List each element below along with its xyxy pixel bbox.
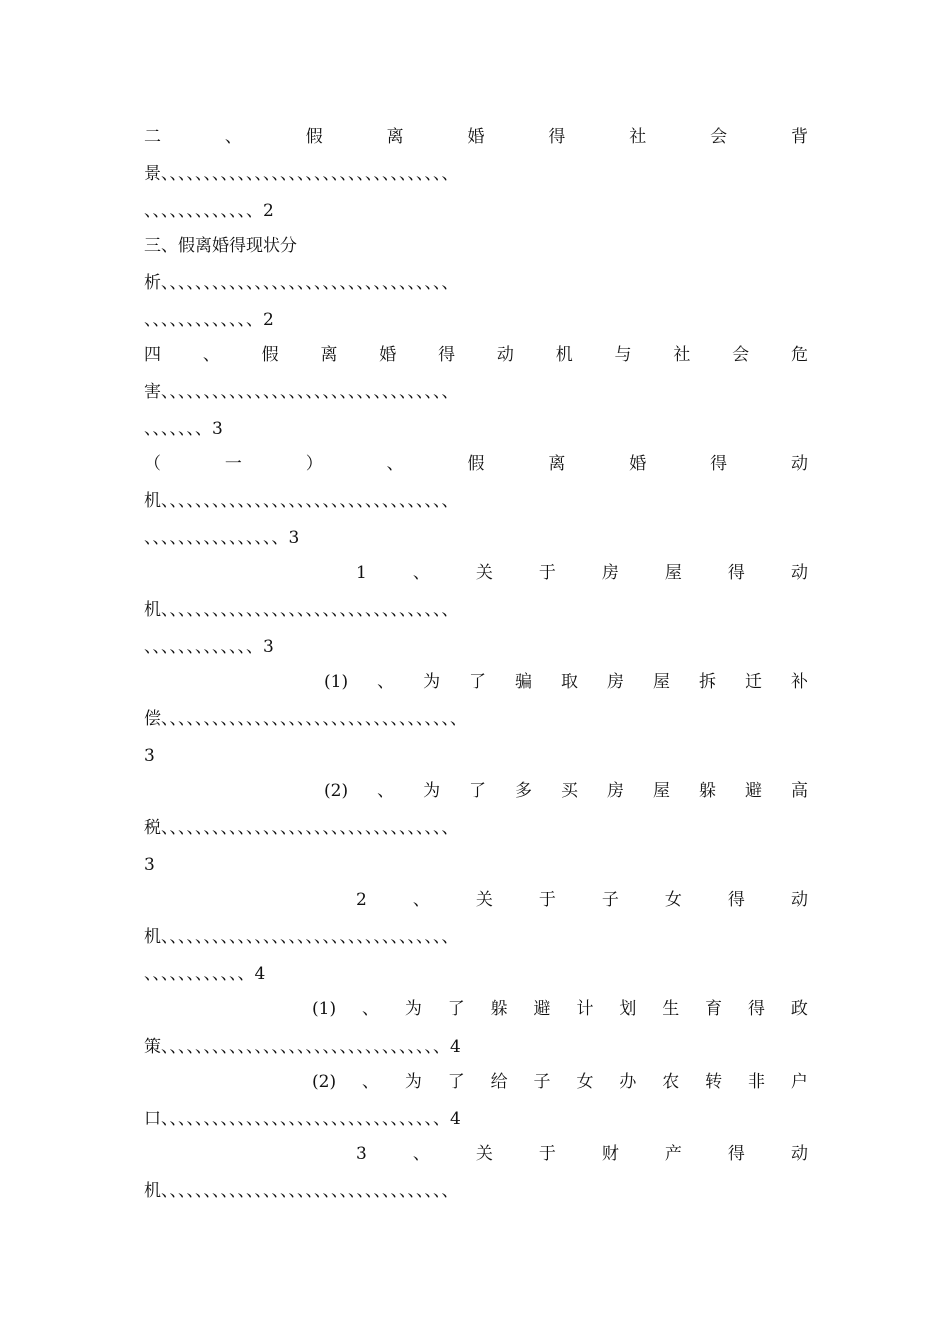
toc-char: 了	[447, 1072, 465, 1092]
toc-char: 、	[361, 999, 379, 1019]
toc-char: 育	[705, 999, 723, 1019]
toc-char: 划	[619, 999, 637, 1019]
toc-char: 生	[662, 999, 680, 1019]
toc-entry-3-heading-sub	[356, 1141, 808, 1167]
toc-char: 四	[144, 345, 161, 365]
toc-char: 取	[561, 672, 579, 692]
toc-char: 女	[664, 890, 682, 910]
toc-entry-1-2-heading	[324, 778, 808, 804]
toc-page-number-line: 3	[144, 746, 155, 766]
toc-char: 得	[748, 999, 765, 1019]
toc-char: ）	[305, 454, 323, 474]
toc-char: 房	[607, 781, 624, 801]
toc-char: 为	[404, 999, 422, 1019]
toc-char: 、	[224, 127, 242, 147]
toc-leader-dots: 税、、、、、、、、、、、、、、、、、、、、、、、、、、、、、、、、、、	[144, 818, 459, 838]
toc-leader-dots: 策、、、、、、、、、、、、、、、、、、、、、、、、、、、、、、、、、4	[144, 1037, 461, 1057]
toc-page-number-line: 、、、、、、、、、、、、、2	[144, 310, 274, 330]
toc-char: 了	[447, 999, 465, 1019]
toc-char: (1)	[324, 672, 349, 692]
toc-char: 、	[412, 1144, 430, 1164]
toc-char: 2	[356, 890, 367, 910]
toc-char: 避	[744, 781, 762, 801]
toc-char: 迁	[744, 672, 762, 692]
toc-char: 假	[305, 127, 323, 147]
toc-char: 关	[475, 1144, 493, 1164]
toc-char: 动	[791, 454, 808, 474]
toc-char: 拆	[698, 672, 716, 692]
toc-char: 3	[356, 1144, 367, 1164]
toc-char: (2)	[312, 1072, 337, 1092]
toc-char: (1)	[312, 999, 337, 1019]
toc-char: 房	[601, 563, 619, 583]
toc-leader-dots: 机、、、、、、、、、、、、、、、、、、、、、、、、、、、、、、、、、、	[144, 1181, 459, 1201]
toc-char: 得	[727, 563, 745, 583]
toc-char: 户	[790, 1072, 808, 1092]
toc-char: 假	[467, 454, 485, 474]
toc-char: 、	[361, 1072, 379, 1092]
toc-char: 躲	[698, 781, 716, 801]
toc-char: 与	[614, 345, 632, 365]
toc-char: 得	[710, 454, 728, 474]
toc-leader-dots: 析、、、、、、、、、、、、、、、、、、、、、、、、、、、、、、、、、、	[144, 273, 459, 293]
toc-char: 于	[538, 1144, 556, 1164]
toc-char: 子	[533, 1072, 551, 1092]
toc-leader-dots: 害、、、、、、、、、、、、、、、、、、、、、、、、、、、、、、、、、、	[144, 382, 459, 402]
toc-char: 、	[386, 454, 404, 474]
toc-char: 、	[377, 781, 395, 801]
toc-leader-dots: 偿、、、、、、、、、、、、、、、、、、、、、、、、、、、、、、、、、、、	[144, 709, 467, 729]
toc-char: 、	[202, 345, 220, 365]
toc-entry-3-heading: 三、假离婚得现状分	[144, 236, 297, 256]
toc-leader-dots: 机、、、、、、、、、、、、、、、、、、、、、、、、、、、、、、、、、、	[144, 600, 459, 620]
toc-page-number-line: 、、、、、、、、、、、、、2	[144, 201, 274, 221]
toc-char: 于	[538, 563, 556, 583]
toc-char: 会	[732, 345, 750, 365]
toc-char: 补	[790, 672, 808, 692]
toc-char: 避	[533, 999, 551, 1019]
toc-char: 二	[144, 127, 161, 147]
toc-char: 了	[469, 672, 487, 692]
toc-char: 得	[727, 1144, 745, 1164]
toc-char: 社	[629, 127, 647, 147]
toc-char: 子	[601, 890, 619, 910]
toc-char: 屋	[652, 781, 670, 801]
toc-char: 婚	[467, 127, 485, 147]
toc-page-number-line: 3	[144, 855, 155, 875]
toc-char: 为	[423, 672, 441, 692]
toc-char: 了	[469, 781, 487, 801]
toc-leader-dots: 机、、、、、、、、、、、、、、、、、、、、、、、、、、、、、、、、、、	[144, 927, 459, 947]
toc-char: 农	[662, 1072, 680, 1092]
toc-char: 关	[475, 890, 493, 910]
toc-char: 、	[377, 672, 395, 692]
toc-leader-dots: 机、、、、、、、、、、、、、、、、、、、、、、、、、、、、、、、、、、	[144, 491, 459, 511]
toc-char: 买	[561, 781, 579, 801]
toc-char: 动	[790, 563, 808, 583]
toc-char: 给	[490, 1072, 508, 1092]
toc-char: 假	[261, 345, 279, 365]
toc-char: 屋	[664, 563, 682, 583]
toc-entry-2-2-heading	[312, 1069, 808, 1095]
toc-entry-2-heading-sub	[356, 887, 808, 913]
toc-leader-dots: 景、、、、、、、、、、、、、、、、、、、、、、、、、、、、、、、、、、	[144, 164, 459, 184]
toc-char: 高	[790, 781, 808, 801]
toc-char: 政	[790, 999, 808, 1019]
toc-page-number-line: 、、、、、、、、、、、、4	[144, 964, 266, 984]
toc-char: 离	[548, 454, 566, 474]
toc-char: (2)	[324, 781, 349, 801]
toc-char: 转	[705, 1072, 723, 1092]
toc-char: 、	[412, 890, 430, 910]
toc-entry-2-1-heading	[312, 996, 808, 1022]
toc-char: 办	[619, 1072, 637, 1092]
toc-page-number-line: 、、、、、、、3	[144, 419, 223, 439]
toc-char: 一	[224, 454, 242, 474]
toc-char: 动	[790, 890, 808, 910]
toc-char: 女	[576, 1072, 594, 1092]
toc-char: 得	[727, 890, 745, 910]
toc-char: 离	[386, 127, 404, 147]
toc-entry-2-heading	[144, 124, 808, 150]
toc-entry-4-heading	[144, 342, 808, 368]
toc-char: 动	[790, 1144, 808, 1164]
toc-char: 财	[601, 1144, 619, 1164]
toc-char: 于	[538, 890, 556, 910]
toc-char: 背	[791, 127, 808, 147]
toc-char: 动	[496, 345, 514, 365]
toc-entry-1-1-heading	[324, 669, 808, 695]
toc-char: 离	[320, 345, 338, 365]
toc-char: 躲	[490, 999, 508, 1019]
toc-char: 为	[423, 781, 441, 801]
toc-leader-dots: 口、、、、、、、、、、、、、、、、、、、、、、、、、、、、、、、、、4	[144, 1109, 461, 1129]
toc-entry-sub1-heading	[144, 451, 808, 477]
toc-char: （	[144, 454, 161, 474]
toc-char: 、	[412, 563, 430, 583]
toc-char: 会	[710, 127, 728, 147]
toc-char: 非	[748, 1072, 765, 1092]
toc-char: 关	[475, 563, 493, 583]
toc-page-number-line: 、、、、、、、、、、、、、、、、3	[144, 528, 300, 548]
toc-char: 1	[356, 563, 367, 583]
toc-char: 机	[555, 345, 573, 365]
toc-char: 产	[664, 1144, 682, 1164]
toc-char: 得	[438, 345, 456, 365]
toc-char: 社	[673, 345, 691, 365]
toc-char: 婚	[629, 454, 647, 474]
toc-char: 婚	[379, 345, 397, 365]
toc-char: 计	[576, 999, 594, 1019]
toc-page-number-line: 、、、、、、、、、、、、、3	[144, 637, 274, 657]
toc-char: 房	[607, 672, 624, 692]
toc-char: 多	[515, 781, 533, 801]
toc-char: 得	[548, 127, 566, 147]
toc-char: 危	[790, 345, 808, 365]
toc-char: 屋	[652, 672, 670, 692]
toc-char: 骗	[515, 672, 533, 692]
toc-char: 为	[404, 1072, 422, 1092]
toc-entry-1-heading	[356, 560, 808, 586]
